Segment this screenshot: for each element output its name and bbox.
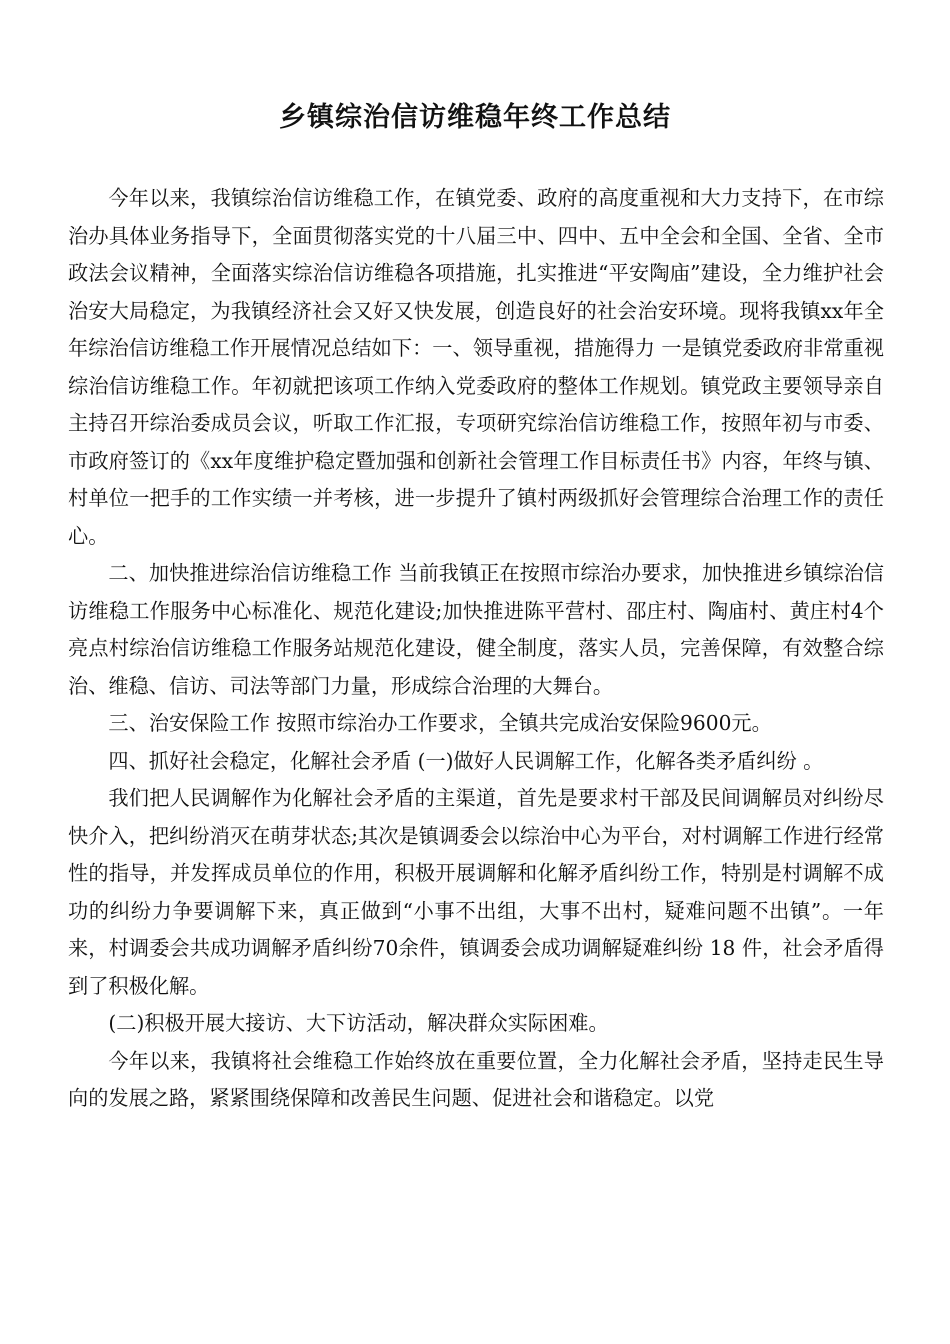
paragraph-section-2: 二、加快推进综治信访维稳工作 当前我镇正在按照市综治办要求，加快推进乡镇综治信访维稳工作服务中心标准化、规范化建设;加快推进陈平营村、邵庄村、陶庙村、黄庄村4个亮点村综治信访维稳工作服务站规范化建设，健全制度，落实人员，完善保障，有效整合综治、维稳、信访、司法等部门力量，形成综合治理的大舞台。: [68, 561, 884, 698]
paragraph-mediation: 我们把人民调解作为化解社会矛盾的主渠道，首先是要求村干部及民间调解员对纠纷尽快介入，把纠纷消灭在萌芽状态;其次是镇调委会以综治中心为平台，对村调解工作进行经常性的指导，并发挥成员单位的作用，积极开展调解和化解矛盾纠纷工作，特别是村调解不成功的纠纷力争要调解下来，真正做到“小事不出组，大事不出村，疑难问题不出镇”。一年来，村调委会共成功调解矛盾纠纷70余件，镇调委会成功调解疑难纠纷 18 件，社会矛盾得到了积极化解。: [68, 786, 884, 998]
document-title: 乡镇综治信访维稳年终工作总结: [279, 102, 671, 133]
paragraph-section-3: 三、治安保险工作 按照市综治办工作要求，全镇共完成治安保险9600元。: [108, 711, 772, 735]
document-body: [68, 180, 884, 1118]
paragraph-subsection-2: (二)积极开展大接访、大下访活动，解决群众实际困难。: [108, 1011, 609, 1035]
paragraph-intro: 今年以来，我镇综治信访维稳工作，在镇党委、政府的高度重视和大力支持下，在市综治办具体业务指导下，全面贯彻落实党的十八届三中、四中、五中全会和全国、全省、全市政法会议精神，全面落实综治信访维稳各项措施，扎实推进“平安陶庙”建设，全力维护社会治安大局稳定，为我镇经济社会又好又快发展，创造良好的社会治安环境。现将我镇xx年全年综治信访维稳工作开展情况总结如下：一、领导重视，措施得力 一是镇党委政府非常重视综治信访维稳工作。年初就把该项工作纳入党委政府的整体工作规划。镇党政主要领导亲自主持召开综治委成员会议，听取工作汇报，专项研究综治信访维稳工作，按照年初与市委、市政府签订的《xx年度维护稳定暨加强和创新社会管理工作目标责任书》内容，年终与镇、村单位一把手的工作实绩一并考核，进一步提升了镇村两级抓好会管理综合治理工作的责任心。: [68, 186, 884, 548]
paragraph-section-4: 四、抓好社会稳定，化解社会矛盾 (一)做好人民调解工作，化解各类矛盾纠纷 。: [108, 748, 824, 773]
paragraph-stability: 今年以来，我镇将社会维稳工作始终放在重要位置，全力化解社会矛盾，坚持走民生导向的发展之路，紧紧围绕保障和改善民生问题、促进社会和谐稳定。以党: [68, 1048, 884, 1110]
